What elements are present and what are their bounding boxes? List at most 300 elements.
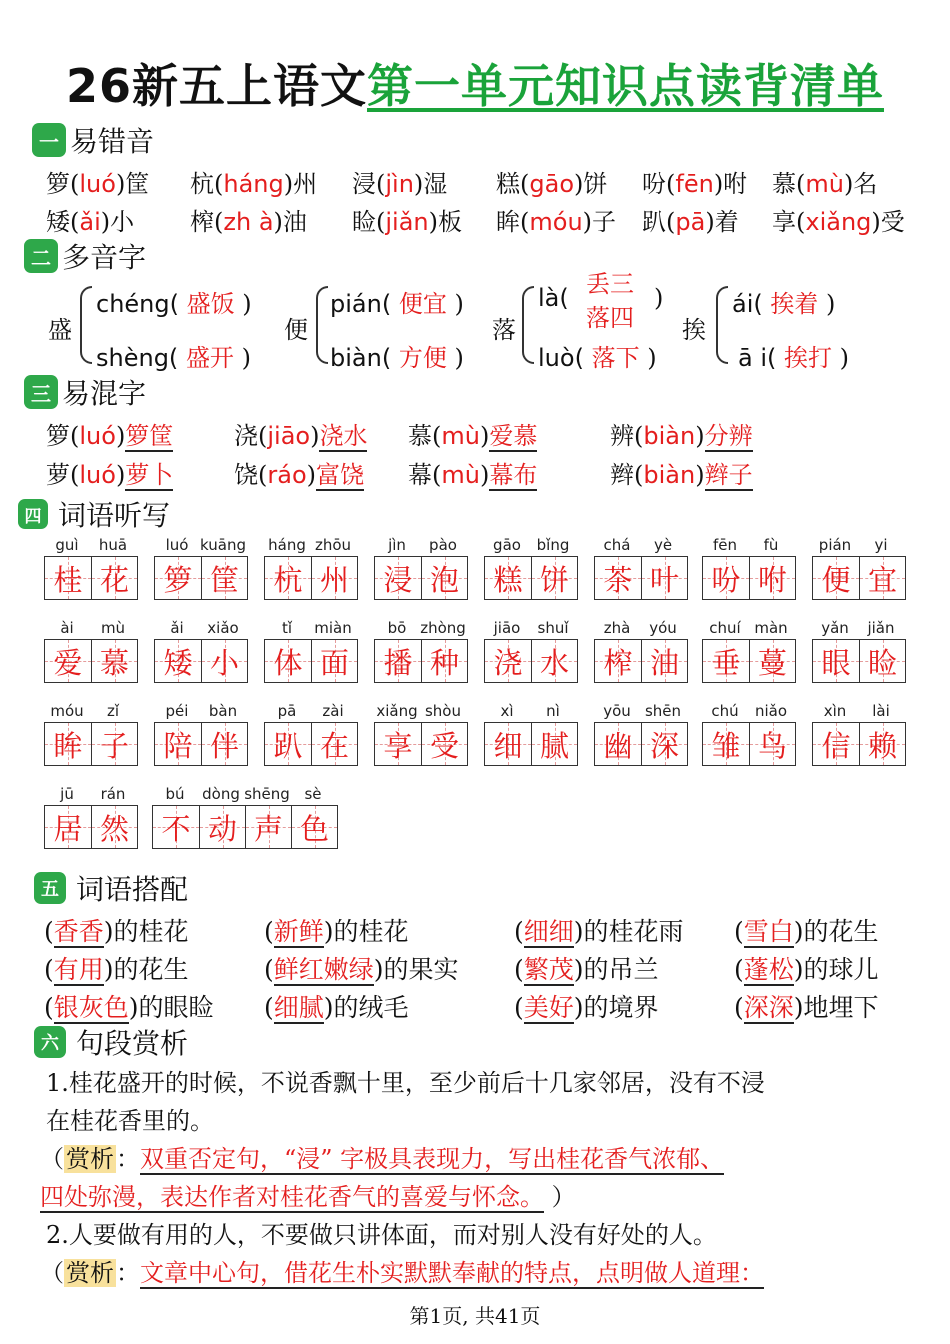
grid-cell xyxy=(749,723,795,765)
section-title: 多音字 xyxy=(62,241,147,274)
collocation-item xyxy=(264,950,459,986)
paren: ) xyxy=(323,917,334,946)
section-6-header xyxy=(34,1024,188,1060)
section-badge: 二 xyxy=(24,239,58,273)
grid-char: 榨 xyxy=(603,645,633,680)
pinyin: zài xyxy=(322,702,344,720)
grid-cell xyxy=(813,640,859,682)
pron-text: )受 xyxy=(871,208,905,236)
tian-grid xyxy=(594,722,688,766)
pinyin: móu xyxy=(529,208,583,236)
pinyin: xiǎng xyxy=(376,702,418,720)
analysis-text: 四处弥漫，表达作者对桂花香气的喜爱与怀念。 xyxy=(40,1183,544,1211)
pinyin-line xyxy=(154,619,248,639)
paren: ( xyxy=(70,422,80,450)
polyphone-reading: là( xyxy=(538,284,569,312)
dictation-word xyxy=(44,536,138,600)
confusable-word: 辫子 xyxy=(704,461,753,489)
grid-cell xyxy=(485,557,531,599)
dictation-word xyxy=(374,619,468,683)
grid-cell xyxy=(311,723,357,765)
pinyin: pā xyxy=(277,702,297,720)
grid-cell xyxy=(485,723,531,765)
tian-grid xyxy=(594,556,688,600)
pinyin: mù xyxy=(441,422,480,450)
grid-char: 垂 xyxy=(711,645,741,680)
grid-char: 矮 xyxy=(163,645,193,680)
collocation-fill: 雪白 xyxy=(743,917,794,946)
paren: ) xyxy=(793,917,804,946)
pinyin-line xyxy=(702,619,796,639)
analysis-tag: 赏析 xyxy=(66,1259,114,1287)
grid-cell xyxy=(45,723,91,765)
pron-text: )小 xyxy=(100,208,135,236)
grid-char: 细 xyxy=(493,728,523,763)
grid-cell xyxy=(749,640,795,682)
pinyin: háng xyxy=(268,536,306,554)
dictation-word xyxy=(812,619,906,683)
dictation-word xyxy=(594,702,688,766)
paren: ) xyxy=(323,993,334,1022)
grid-char: 陪 xyxy=(163,728,193,763)
polyphone-reading: shèng( 盛开 ) xyxy=(96,344,251,372)
pinyin-line xyxy=(264,536,358,556)
pinyin: yōu xyxy=(603,702,631,720)
grid-cell xyxy=(595,640,641,682)
grid-char: 咐 xyxy=(757,562,787,597)
pron-text: 享( xyxy=(772,208,806,236)
grid-char: 慕 xyxy=(99,645,129,680)
section-3-header xyxy=(24,374,146,410)
pinyin: yǎn xyxy=(821,619,849,637)
pron-text: 榨( xyxy=(190,208,224,236)
paren: ) xyxy=(654,284,664,312)
collocation-text: 的花生 xyxy=(803,917,879,946)
grid-char: 色 xyxy=(299,811,329,846)
grid-char: 种 xyxy=(429,645,459,680)
grid-cell xyxy=(375,640,421,682)
grid-cell xyxy=(155,557,201,599)
grid-cell xyxy=(703,557,749,599)
tian-grid xyxy=(44,805,138,849)
section-badge: 三 xyxy=(24,375,58,409)
pinyin-line xyxy=(484,702,578,722)
pron-text: )着 xyxy=(705,208,739,236)
pron-text: 眸( xyxy=(496,208,530,236)
confusable-word: 富饶 xyxy=(316,461,365,489)
pron-text: )名 xyxy=(843,170,878,198)
grid-char: 泡 xyxy=(429,562,459,597)
collocation-text: 的绒毛 xyxy=(333,993,409,1022)
pinyin: shēng xyxy=(244,785,290,803)
polyphone-char: 挨 xyxy=(682,316,706,344)
collocation-fill: 新鲜 xyxy=(273,917,324,946)
grid-cell xyxy=(45,640,91,682)
dictation-word xyxy=(374,702,468,766)
pinyin-line xyxy=(594,702,688,722)
paren: ( xyxy=(432,461,442,489)
collocation-fill: 繁茂 xyxy=(523,955,574,984)
brace xyxy=(522,286,534,364)
paren: ) xyxy=(695,461,705,489)
grid-char: 叶 xyxy=(649,562,679,597)
pinyin: chuí xyxy=(709,619,741,637)
grid-char: 面 xyxy=(319,645,349,680)
pinyin: sè xyxy=(304,785,322,803)
grid-char: 伴 xyxy=(209,728,239,763)
collocation-text: 地埋下 xyxy=(803,993,879,1022)
pinyin: niǎo xyxy=(754,702,788,720)
pinyin: zhòng xyxy=(420,619,466,637)
paren: ( xyxy=(734,955,744,984)
paren: ) xyxy=(479,461,490,489)
section-title: 词语听写 xyxy=(58,499,171,532)
tian-grid xyxy=(152,805,338,849)
grid-cell xyxy=(153,806,199,848)
grid-cell xyxy=(91,557,137,599)
paren: ) xyxy=(573,955,584,984)
paren: ( xyxy=(734,917,744,946)
tian-grid xyxy=(264,639,358,683)
grid-char: 糕 xyxy=(493,562,523,597)
confusable-item xyxy=(408,416,537,451)
pinyin: gāo xyxy=(493,536,521,554)
confusable-char: 辫 xyxy=(610,461,634,489)
grid-char: 桂 xyxy=(53,562,83,597)
pinyin: mù xyxy=(805,170,844,198)
page-footer: 第1页, 共41页 xyxy=(409,1304,541,1328)
pron-item xyxy=(642,164,747,199)
grid-char: 蔓 xyxy=(757,645,787,680)
pinyin: biàn xyxy=(643,422,696,450)
grid-char: 声 xyxy=(253,811,283,846)
grid-cell xyxy=(201,557,247,599)
confusable-row-1 xyxy=(46,416,906,452)
confusable-word: 浇水 xyxy=(319,422,368,450)
polyphone-reading: biàn( 方便 ) xyxy=(330,344,464,372)
confusable-char: 饶 xyxy=(234,461,258,489)
pron-item xyxy=(496,202,616,237)
pinyin: jiǎn xyxy=(867,619,895,637)
confusable-word: 箩筐 xyxy=(125,422,174,450)
grid-char: 信 xyxy=(821,728,851,763)
paren: ) xyxy=(793,993,804,1022)
sentence-line: 在桂花香里的。 xyxy=(46,1107,214,1135)
pinyin: yè xyxy=(653,536,673,554)
paren: ) xyxy=(695,422,705,450)
tian-grid xyxy=(154,722,248,766)
confusable-char: 箩 xyxy=(46,422,70,450)
pinyin-line xyxy=(484,619,578,639)
pinyin: ráo xyxy=(267,461,307,489)
dictation-word xyxy=(44,785,138,849)
pinyin: fù xyxy=(763,536,779,554)
collocation-fill: 细细 xyxy=(523,917,574,946)
pron-item xyxy=(642,202,739,237)
dictation-word xyxy=(152,785,338,849)
grid-char: 子 xyxy=(99,728,129,763)
dictation-word xyxy=(812,536,906,600)
section-title: 易混字 xyxy=(62,377,147,410)
collocation-item xyxy=(734,950,879,986)
title-part-1: 26新五上语文 xyxy=(65,59,367,113)
pinyin-line xyxy=(594,619,688,639)
pron-item xyxy=(46,164,149,199)
pinyin-line xyxy=(44,702,138,722)
grid-cell xyxy=(703,723,749,765)
pron-text: )咐 xyxy=(713,170,748,198)
grid-char: 爱 xyxy=(53,645,83,680)
grid-cell xyxy=(421,557,467,599)
paren: ( xyxy=(258,422,268,450)
collocation-item xyxy=(44,950,189,986)
pron-text: )子 xyxy=(582,208,617,236)
grid-cell xyxy=(813,723,859,765)
pron-item xyxy=(352,164,447,199)
pinyin-line xyxy=(264,702,358,722)
pinyin: huā xyxy=(98,536,128,554)
pinyin: pā xyxy=(675,208,706,236)
pinyin: luó xyxy=(79,170,116,198)
tian-grid xyxy=(44,722,138,766)
confusable-word: 萝卜 xyxy=(125,461,174,489)
dictation-word xyxy=(484,619,578,683)
collocation-item xyxy=(264,988,409,1024)
grid-cell xyxy=(485,640,531,682)
pinyin: pào xyxy=(429,536,457,554)
paren: ) xyxy=(103,955,114,984)
brace xyxy=(716,286,728,364)
dictation-word xyxy=(264,536,358,600)
tian-grid xyxy=(812,556,906,600)
sentence-line: 1.桂花盛开的时候，不说香飘十里，至少前后十几家邻居，没有不浸 xyxy=(46,1069,765,1097)
grid-char: 油 xyxy=(649,645,679,680)
grid-cell xyxy=(421,640,467,682)
pinyin: mù xyxy=(441,461,480,489)
grid-cell xyxy=(155,723,201,765)
grid-char: 吩 xyxy=(711,562,741,597)
pron-text: )州 xyxy=(283,170,318,198)
pinyin: kuāng xyxy=(200,536,246,554)
paren: ( xyxy=(264,917,274,946)
polyphone-reading: luò( 落下 ) xyxy=(538,344,657,372)
confusable-word: 分辨 xyxy=(704,422,753,450)
paren: ) xyxy=(479,422,490,450)
tian-grid xyxy=(484,556,578,600)
grid-cell xyxy=(641,723,687,765)
pinyin: bú xyxy=(165,785,185,803)
dictation-word xyxy=(812,702,906,766)
paren: ) xyxy=(793,955,804,984)
grid-cell xyxy=(749,557,795,599)
pinyin: dòng xyxy=(202,785,240,803)
analysis-1: （赏析：双重否定句，“浸” 字极具表现力，写出桂花香气浓郁、 四处弥漫，表达作者对桂花香气的喜爱与怀念。 ） xyxy=(40,1145,725,1211)
confusable-char: 萝 xyxy=(46,461,70,489)
pron-text: )油 xyxy=(273,208,307,236)
tian-grid xyxy=(264,722,358,766)
pinyin: luó xyxy=(79,422,116,450)
grid-char: 然 xyxy=(99,811,129,846)
pinyin-line xyxy=(264,619,358,639)
pinyin: xìn xyxy=(823,702,847,720)
grid-cell xyxy=(813,557,859,599)
grid-cell xyxy=(531,640,577,682)
pinyin: guì xyxy=(55,536,79,554)
sentence-2: 2.人要做有用的人，不要做只讲体面，而对别人没有好处的人。 xyxy=(46,1221,717,1249)
polyphone-char: 便 xyxy=(284,316,308,344)
polyphone-word: 丢三 xyxy=(586,270,634,298)
grid-char: 幽 xyxy=(603,728,633,763)
grid-char: 宜 xyxy=(867,562,897,597)
pron-item xyxy=(190,164,317,199)
pinyin-line xyxy=(374,619,468,639)
tian-grid xyxy=(812,639,906,683)
dictation-word xyxy=(154,619,248,683)
analysis-tag: 赏析 xyxy=(66,1145,114,1173)
pinyin: péi xyxy=(165,702,189,720)
pinyin: luó xyxy=(79,461,116,489)
pinyin: xiǎng xyxy=(805,208,872,236)
grid-cell xyxy=(375,723,421,765)
paren: ( xyxy=(258,461,268,489)
grid-cell xyxy=(311,640,357,682)
dictation-word xyxy=(702,619,796,683)
pinyin: ài xyxy=(60,619,74,637)
dictation-word xyxy=(154,702,248,766)
grid-char: 水 xyxy=(539,645,569,680)
tian-grid xyxy=(374,639,468,683)
polyphone-word: 落四 xyxy=(586,304,634,332)
pinyin: chú xyxy=(711,702,739,720)
pinyin: rán xyxy=(100,785,126,803)
paren: ) xyxy=(373,955,384,984)
pinyin: móu xyxy=(50,702,84,720)
pinyin: bō xyxy=(387,619,407,637)
collocation-item xyxy=(734,988,879,1024)
grid-char: 杭 xyxy=(273,562,303,597)
pinyin: jiǎn xyxy=(385,208,429,236)
grid-char: 享 xyxy=(383,728,413,763)
grid-char: 受 xyxy=(429,728,459,763)
pinyin: jū xyxy=(60,785,74,803)
sentence-1 xyxy=(46,1064,916,1140)
section-badge: 一 xyxy=(32,123,66,157)
grid-cell xyxy=(265,557,311,599)
grid-cell xyxy=(421,723,467,765)
collocation-fill: 深深 xyxy=(743,993,794,1022)
grid-char: 深 xyxy=(649,728,679,763)
page-title xyxy=(0,50,950,116)
pron-text: 趴( xyxy=(642,208,676,236)
dictation-word xyxy=(594,619,688,683)
pron-item xyxy=(190,202,307,237)
dictation-word xyxy=(594,536,688,600)
tian-grid xyxy=(702,639,796,683)
collocation-text: 的境界 xyxy=(583,993,659,1022)
pinyin: shòu xyxy=(424,702,461,720)
grid-cell xyxy=(375,557,421,599)
pinyin: háng xyxy=(223,170,284,198)
grid-cell xyxy=(91,723,137,765)
grid-char: 箩 xyxy=(163,562,193,597)
section-1-header xyxy=(32,122,154,158)
pron-text: 吩( xyxy=(642,170,676,198)
paren: ( xyxy=(70,461,80,489)
tian-grid xyxy=(702,556,796,600)
grid-cell xyxy=(291,806,337,848)
paren: ( xyxy=(264,993,274,1022)
collocation-text: 的眼睑 xyxy=(138,993,214,1022)
pinyin-line xyxy=(812,702,906,722)
grid-char: 播 xyxy=(383,645,413,680)
pinyin-line xyxy=(44,785,138,805)
paren: ( xyxy=(44,955,54,984)
grid-char: 花 xyxy=(99,562,129,597)
collocation-text: 的桂花雨 xyxy=(583,917,684,946)
polyphone-reading: chéng( 盛饭 ) xyxy=(96,290,252,318)
pinyin-line xyxy=(44,536,138,556)
collocation-fill: 鲜红嫩绿 xyxy=(273,955,374,984)
pron-text: )湿 xyxy=(413,170,448,198)
grid-cell xyxy=(641,640,687,682)
grid-cell xyxy=(531,557,577,599)
pinyin-line xyxy=(812,619,906,639)
pinyin: xì xyxy=(500,702,514,720)
confusable-item xyxy=(46,455,173,490)
paren: ) xyxy=(115,422,126,450)
pinyin: gāo xyxy=(529,170,574,198)
section-badge: 五 xyxy=(34,872,66,904)
grid-char: 动 xyxy=(207,811,237,846)
grid-cell xyxy=(311,557,357,599)
tian-grid xyxy=(812,722,906,766)
grid-cell xyxy=(703,640,749,682)
pinyin-line xyxy=(702,536,796,556)
title-part-2: 第一单元知识点读背清单 xyxy=(367,59,884,113)
grid-cell xyxy=(91,806,137,848)
grid-cell xyxy=(595,557,641,599)
grid-cell xyxy=(641,557,687,599)
dictation-word xyxy=(484,536,578,600)
collocation-text: 的桂花 xyxy=(113,917,189,946)
paren: ( xyxy=(634,461,644,489)
pinyin: shuǐ xyxy=(537,619,569,637)
pron-item xyxy=(496,164,607,199)
section-badge: 四 xyxy=(18,499,48,529)
pinyin: pián xyxy=(818,536,852,554)
pinyin-line xyxy=(44,619,138,639)
grid-cell xyxy=(201,723,247,765)
dictation-word xyxy=(154,536,248,600)
pinyin: bǐng xyxy=(536,536,570,554)
pinyin: xiǎo xyxy=(207,619,239,637)
grid-char: 腻 xyxy=(539,728,569,763)
tian-grid xyxy=(484,722,578,766)
section-badge: 六 xyxy=(34,1026,66,1058)
confusable-item xyxy=(610,416,753,451)
section-5-header xyxy=(34,870,188,906)
tian-grid xyxy=(264,556,358,600)
grid-cell xyxy=(45,806,91,848)
confusable-char: 辨 xyxy=(610,422,634,450)
pinyin-line xyxy=(152,785,338,805)
collocation-item xyxy=(514,912,684,948)
paren: ( xyxy=(44,917,54,946)
pinyin-line xyxy=(484,536,578,556)
grid-char: 赖 xyxy=(867,728,897,763)
pinyin-line xyxy=(154,702,248,722)
paren: ) xyxy=(115,461,126,489)
